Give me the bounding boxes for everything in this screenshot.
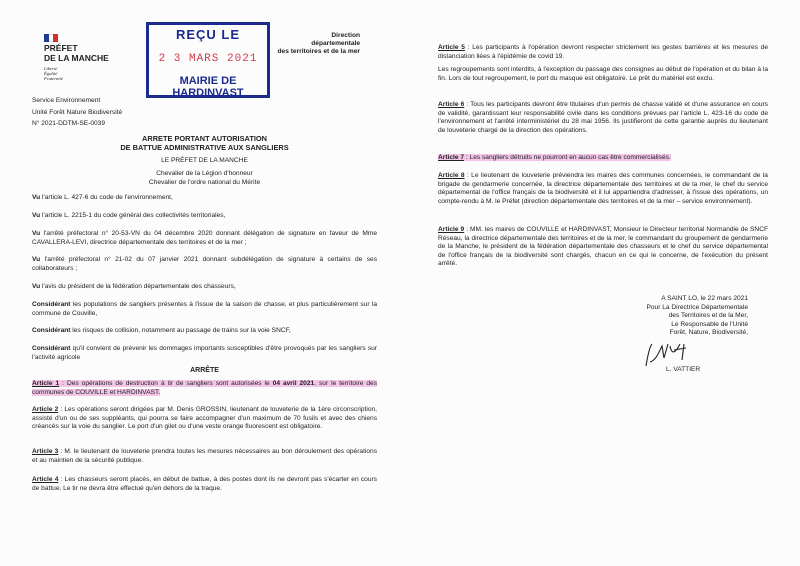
article-label: Article 7 xyxy=(438,154,465,161)
article-text: : M. le lieutenant de louveterie prendra toutes les mesures nécessaires au bon déroulement des opérations et au maintien de la sécurité publique. xyxy=(32,448,377,464)
article-text: : Les participants à l'opération devront respecter strictement les gestes barrières et les mesures de distanciation liées à l'épidémie de covid 19. xyxy=(438,44,768,60)
visa-keyword: Vu xyxy=(32,230,41,237)
visa-3 xyxy=(32,230,377,247)
article-label: Article 4 xyxy=(32,476,59,483)
considerant-text: les populations de sangliers présentes à l'issue de la saison de chasse, et plus particulièrement sur la commune de Couville, xyxy=(32,301,377,317)
honor-line1: Chevalier de la Légion d'honneur xyxy=(156,170,253,177)
service-block xyxy=(32,97,122,129)
prefet-name: LE PRÉFET DE LA MANCHE xyxy=(161,157,248,164)
visa-5 xyxy=(32,283,377,292)
prefet-line1: PRÉFET xyxy=(44,43,78,53)
article-5 xyxy=(438,44,768,61)
article-text: : Les opérations seront dirigées par M. Denis GROSSIN, lieutenant de louveterie de la 1ère circonscription, assisté d'un ou de ses suppléants, qui pourra se faire accompagner d'un maximum de 70 fusils et avec des chiens créancés sur la voie du sanglier. Le port d'un gilet ou d'une veste orange fluorescent est obligatoire. xyxy=(32,406,377,431)
motto-egalite: Égalité xyxy=(44,71,58,77)
stamp-mairie: MAIRIE DE HARDINVAST xyxy=(172,75,244,99)
signature-name: L. VATTIER xyxy=(666,366,701,373)
considerant-text: les risques de collision, notamment au passage de trains sur la voie SNCF, xyxy=(70,327,291,334)
article-label: Article 3 xyxy=(32,448,59,455)
article-4 xyxy=(32,476,377,493)
direction-line3: des territoires et de la mer xyxy=(277,48,360,55)
prefet-line2: DE LA MANCHE xyxy=(44,52,109,63)
prefet-honors xyxy=(32,170,377,187)
article-text: : Les sangliers détruits ne pourront en aucun cas être commercialisés. xyxy=(464,154,671,161)
considerant-keyword: Considérant xyxy=(32,327,71,334)
article-text: : Le lieutenant de louveterie préviendra les maires des communes concernées, le commandant de la brigade de gendarmerie concernée, la directrice départementale des territoires et de la mer, le chef du service départemental de l'office français de la biodiversité et il lui appartiendra d'adresser, à l'issue des opérations, un compte-rendu à M. le Préfet (direction départementale des territoires et de la mer – service environnement). xyxy=(438,172,768,205)
reference-number: N° 2021-DDTM-SE-0039 xyxy=(32,120,105,128)
marianne-logo xyxy=(44,34,58,42)
article-date: 04 avril 2021 xyxy=(272,380,315,387)
stamp-title: REÇU LE xyxy=(175,27,241,42)
visa-keyword: Vu xyxy=(32,283,41,290)
page-title xyxy=(32,134,377,152)
visa-text: l'arrêté préfectoral n° 20-53-VN du 04 décembre 2020 donnant délégation de signature en faveur de Mme CAVALLERA-LEVI, directrice départementale des territoires et de la mer ; xyxy=(32,230,377,246)
signature-block xyxy=(588,295,748,338)
unit-name: Unité Forêt Nature Biodiversité xyxy=(32,108,123,116)
considerant-1 xyxy=(32,301,377,318)
considerant-text: qu'il convient de prévenir les dommages importants susceptibles d'être provoqués par les sangliers sur l'activité agricole xyxy=(32,345,377,361)
article-5-continued: Les regroupements sont interdits, à l'exception du passage des consignes au début de l'opération et du bilan à la fin. Lors de tout regroupement, le port du masque est obligatoire. Le prêt du matériel est exclu. xyxy=(438,66,768,82)
signature-place-date: A SAINT LO, le 22 mars 2021 xyxy=(661,295,748,302)
article-text: : Tous les participants devront être titulaires d'un permis de chasse validé et d'une assurance en cours de validité, garantissant leur responsabilité civile dans les conditions prévues par l'article L. 423-16 du code de l'environnement et l'arrêté interministériel du 28 mai 1956. Ils justifieront de cette garantie auprès du lieutenant de louveterie chargé de la direction des opérations. xyxy=(438,101,768,134)
article-text: : Les chasseurs seront placés, en début de battue, à des postes dont ils ne devront pas s'écarter en cours de battue. Le tir ne devra être effectué qu'en dehors de la traque. xyxy=(32,476,377,492)
article-label: Article 8 xyxy=(438,172,465,179)
prefet-wordmark xyxy=(44,44,109,63)
service-name: Service Environnement xyxy=(32,97,101,104)
visa-keyword: Vu xyxy=(32,194,41,201)
motto-fraternite: Fraternité xyxy=(44,76,63,82)
article-text-end: , sur le territoire des communes de COUVILLE et HARDINVAST. xyxy=(32,380,377,396)
article-7 xyxy=(438,154,768,163)
visa-4 xyxy=(32,256,377,273)
considerant-keyword: Considérant xyxy=(32,301,71,308)
considerant-keyword: Considérant xyxy=(32,345,71,352)
signature-line3: Le Responsable de l'Unité xyxy=(671,320,748,328)
article-text: : Des opérations de destruction à tir de sangliers sont autorisées le xyxy=(59,380,273,387)
article-label: Article 1 xyxy=(32,380,60,387)
signature-line2: des Territoires et de la Mer, xyxy=(668,312,748,320)
article-label: Article 9 xyxy=(438,226,465,233)
tricolor-flag-icon xyxy=(44,34,58,42)
article-label: Article 5 xyxy=(438,44,465,51)
title-line1: ARRETE PORTANT AUTORISATION xyxy=(142,134,267,143)
article-6 xyxy=(438,101,768,135)
considerant-2 xyxy=(32,327,377,336)
title-line2: DE BATTUE ADMINISTRATIVE AUX SANGLIERS xyxy=(120,143,289,152)
visa-text: l'article L. 427-6 du code de l'environnement, xyxy=(40,194,173,201)
visa-text: l'avis du président de la fédération départementale des chasseurs, xyxy=(40,283,236,290)
visa-2 xyxy=(32,212,377,221)
article-label: Article 2 xyxy=(32,406,59,413)
direction-header xyxy=(268,32,360,56)
honor-line2: Chevalier de l'ordre national du Mérite xyxy=(148,178,261,186)
direction-line1: Direction xyxy=(331,32,360,39)
visa-keyword: Vu xyxy=(32,256,41,263)
considerant-3 xyxy=(32,345,377,362)
republic-motto xyxy=(44,66,63,82)
article-8 xyxy=(438,172,768,206)
visa-text: l'article L. 2215-1 du code général des collectivités territoriales, xyxy=(40,212,226,219)
signature-line1: Pour La Directrice Départementale xyxy=(646,303,748,311)
signature-line4: Forêt, Nature, Biodiversité, xyxy=(669,329,748,337)
received-stamp xyxy=(146,22,270,98)
article-label: Article 6 xyxy=(438,101,465,108)
motto-liberte: Liberté xyxy=(44,66,58,71)
article-text: : MM. les maires de COUVILLE et HARDINVAST, Monsieur le Directeur territorial Normandie de SNCF Réseau, la directrice départementale des territoires et de la mer, le commandant du groupement de gendarmerie de la Manche, le président de la fédération départementale des chasseurs et le chef du service départemental de l'office français de la biodiversité sont chargés, chacun en ce qui le concerne, de l'exécution du présent arrêté. xyxy=(438,226,768,268)
article-1 xyxy=(32,380,377,397)
article-3 xyxy=(32,448,377,465)
direction-line2: départementale xyxy=(311,40,360,47)
visa-1 xyxy=(32,194,377,203)
handwritten-signature xyxy=(640,340,700,368)
stamp-date: 2 3 MARS 2021 xyxy=(158,53,258,65)
article-2 xyxy=(32,406,377,432)
visa-text: l'arrêté préfectoral n° 21-02 du 07 janvier 2021 donnant subdélégation de signature à certains de ses collaborateurs ; xyxy=(32,256,377,272)
arrete-heading: ARRÊTE xyxy=(190,367,219,374)
visa-keyword: Vu xyxy=(32,212,41,219)
article-9 xyxy=(438,226,768,269)
